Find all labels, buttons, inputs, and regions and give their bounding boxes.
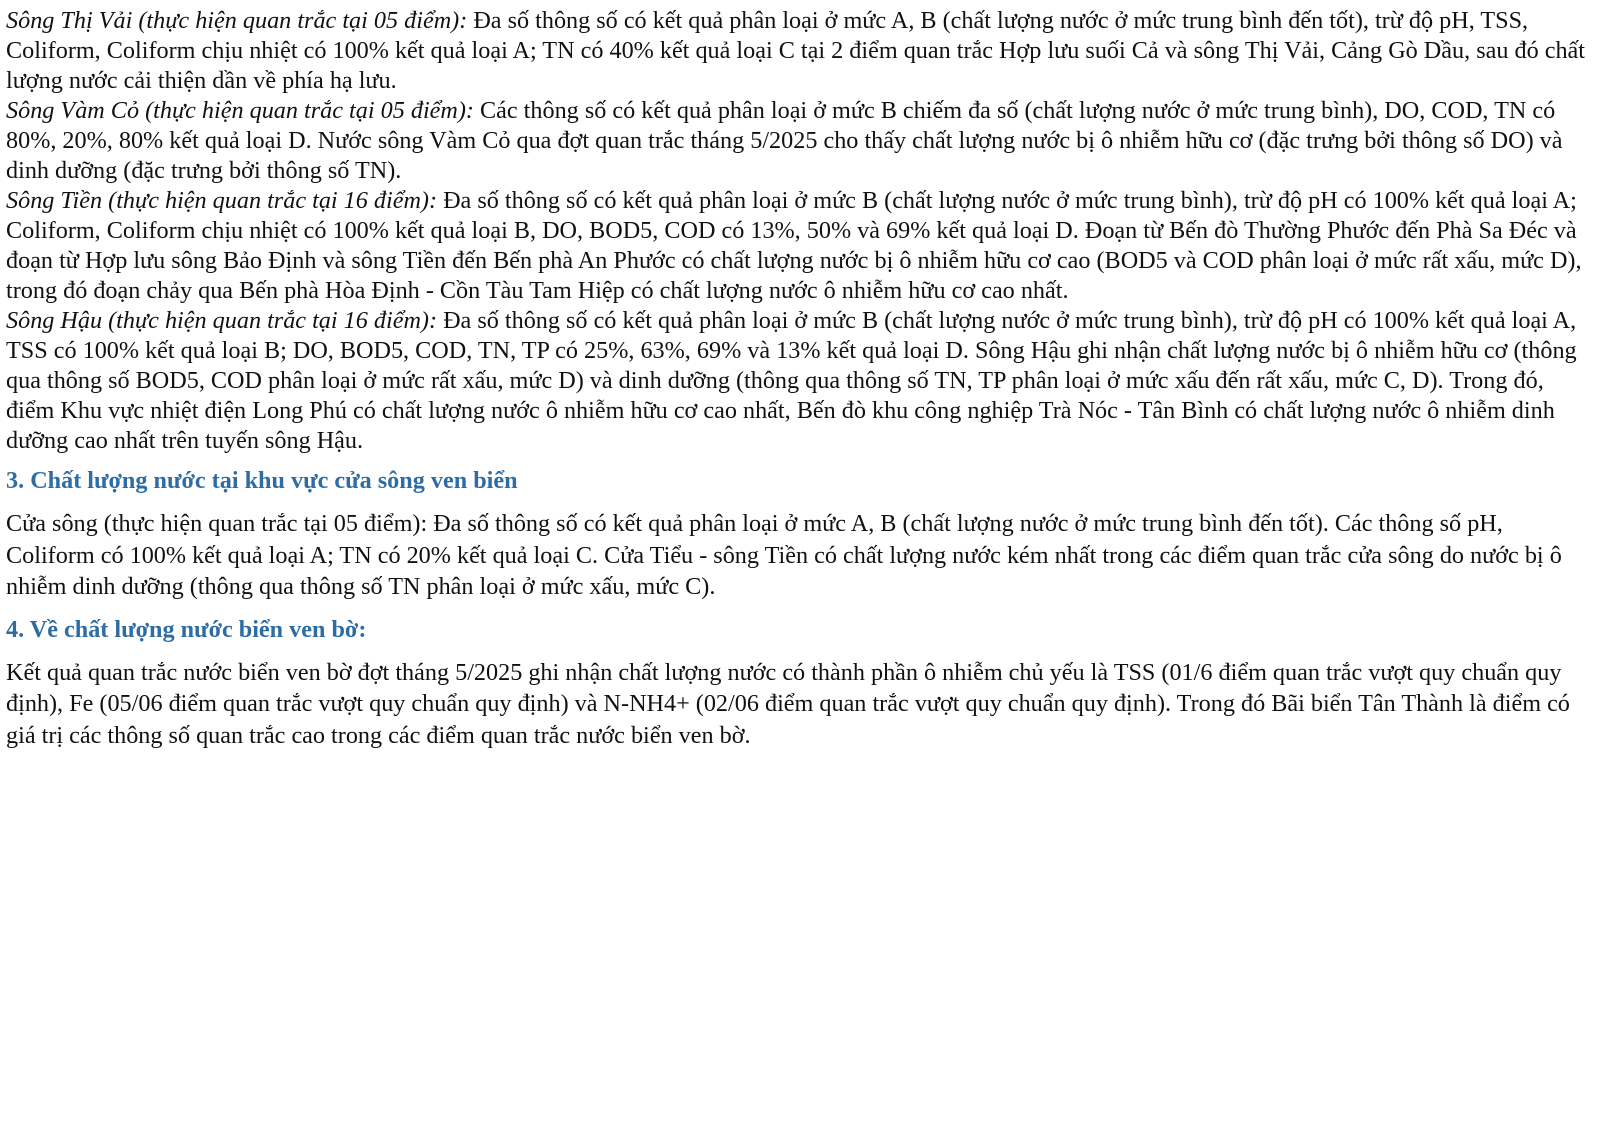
river-lead-vam-co: Sông Vàm Cỏ (thực hiện quan trắc tại 05 điểm): bbox=[6, 97, 474, 124]
river-text-tien: Đa số thông số có kết quả phân loại ở mức B (chất lượng nước ở mức trung bình), trừ độ pH có 100% kết quả loại A; Coliform, Coliform chịu nhiệt có 100% kết quả loại B, DO, BOD5, COD có 13%, 50% và 69% kết quả loại D. Đoạn từ Bến đò Thường Phước đến Phà Sa Đéc và đoạn từ Hợp lưu sông Bảo Định và sông Tiền đến Bến phà An Phước có chất lượng nước bị ô nhiễm hữu cơ cao (BOD5 và COD phân loại ở mức rất xấu, mức D), trong đó đoạn chảy qua Bến phà Hòa Định - Cồn Tàu Tam Hiệp có chất lượng nước ô nhiễm hữu cơ cao nhất. bbox=[6, 187, 1582, 304]
river-paragraph-thi-vai bbox=[6, 6, 1594, 96]
section-4-heading: 4. Về chất lượng nước biển ven bờ: bbox=[6, 615, 367, 643]
section-4-paragraph: Kết quả quan trắc nước biển ven bờ đợt tháng 5/2025 ghi nhận chất lượng nước có thành phần ô nhiễm chủ yếu là TSS (01/6 điểm quan trắc vượt quy chuẩn quy định), Fe (05/06 điểm quan trắc vượt quy chuẩn quy định) và N-NH4+ (02/06 điểm quan trắc vượt quy chuẩn quy định). Trong đó Bãi biển Tân Thành là điểm có giá trị các thông số quan trắc cao trong các điểm quan trắc nước biển ven bờ. bbox=[6, 658, 1570, 749]
document-page bbox=[6, 6, 1594, 751]
river-text-thi-vai: Đa số thông số có kết quả phân loại ở mức A, B (chất lượng nước ở mức trung bình đến tốt), trừ độ pH, TSS, Coliform, Coliform chịu nhiệt có 100% kết quả loại A; TN có 40% kết quả loại C tại 2 điểm quan trắc Hợp lưu suối Cả và sông Thị Vải, Cảng Gò Dầu, sau đó chất lượng nước cải thiện dần về phía hạ lưu. bbox=[6, 7, 1586, 94]
section-3-heading: 3. Chất lượng nước tại khu vực cửa sông ven biển bbox=[6, 467, 518, 494]
river-paragraph-tien bbox=[6, 186, 1594, 306]
river-text-hau: Đa số thông số có kết quả phân loại ở mức B (chất lượng nước ở mức trung bình), trừ độ pH có 100% kết quả loại A, TSS có 100% kết quả loại B; DO, BOD5, COD, TN, TP có 25%, 63%, 69% và 13% kết quả loại D. Sông Hậu ghi nhận chất lượng nước bị ô nhiễm hữu cơ (thông qua thông số BOD5, COD phân loại ở mức rất xấu, mức D) và dinh dưỡng (thông qua thông số TN, TP phân loại ở mức xấu đến rất xấu, mức C, D). Trong đó, điểm Khu vực nhiệt điện Long Phú có chất lượng nước ô nhiễm hữu cơ cao nhất, Bến đò khu công nghiệp Trà Nóc - Tân Bình có chất lượng nước ô nhiễm dinh dưỡng cao nhất trên tuyến sông Hậu. bbox=[6, 307, 1577, 454]
river-lead-tien: Sông Tiền (thực hiện quan trắc tại 16 điểm): bbox=[6, 187, 438, 214]
section-3-paragraph: Cửa sông (thực hiện quan trắc tại 05 điểm): Đa số thông số có kết quả phân loại ở mức A, B (chất lượng nước ở mức trung bình đến tốt). Các thông số pH, Coliform có 100% kết quả loại A; TN có 20% kết quả loại C. Cửa Tiểu - sông Tiền có chất lượng nước kém nhất trong các điểm quan trắc cửa sông do nước bị ô nhiễm dinh dưỡng (thông qua thông số TN phân loại ở mức xấu, mức C). bbox=[6, 510, 1562, 600]
river-text-vam-co: Các thông số có kết quả phân loại ở mức B chiếm đa số (chất lượng nước ở mức trung bình), DO, COD, TN có 80%, 20%, 80% kết quả loại D. Nước sông Vàm Cỏ qua đợt quan trắc tháng 5/2025 cho thấy chất lượng nước bị ô nhiễm hữu cơ (đặc trưng bởi thông số DO) và dinh dưỡng (đặc trưng bởi thông số TN). bbox=[6, 97, 1563, 184]
river-paragraph-hau bbox=[6, 306, 1594, 456]
river-paragraph-vam-co bbox=[6, 96, 1594, 186]
river-lead-hau: Sông Hậu (thực hiện quan trắc tại 16 điểm): bbox=[6, 307, 438, 334]
river-lead-thi-vai: Sông Thị Vải (thực hiện quan trắc tại 05 điểm): bbox=[6, 7, 468, 34]
